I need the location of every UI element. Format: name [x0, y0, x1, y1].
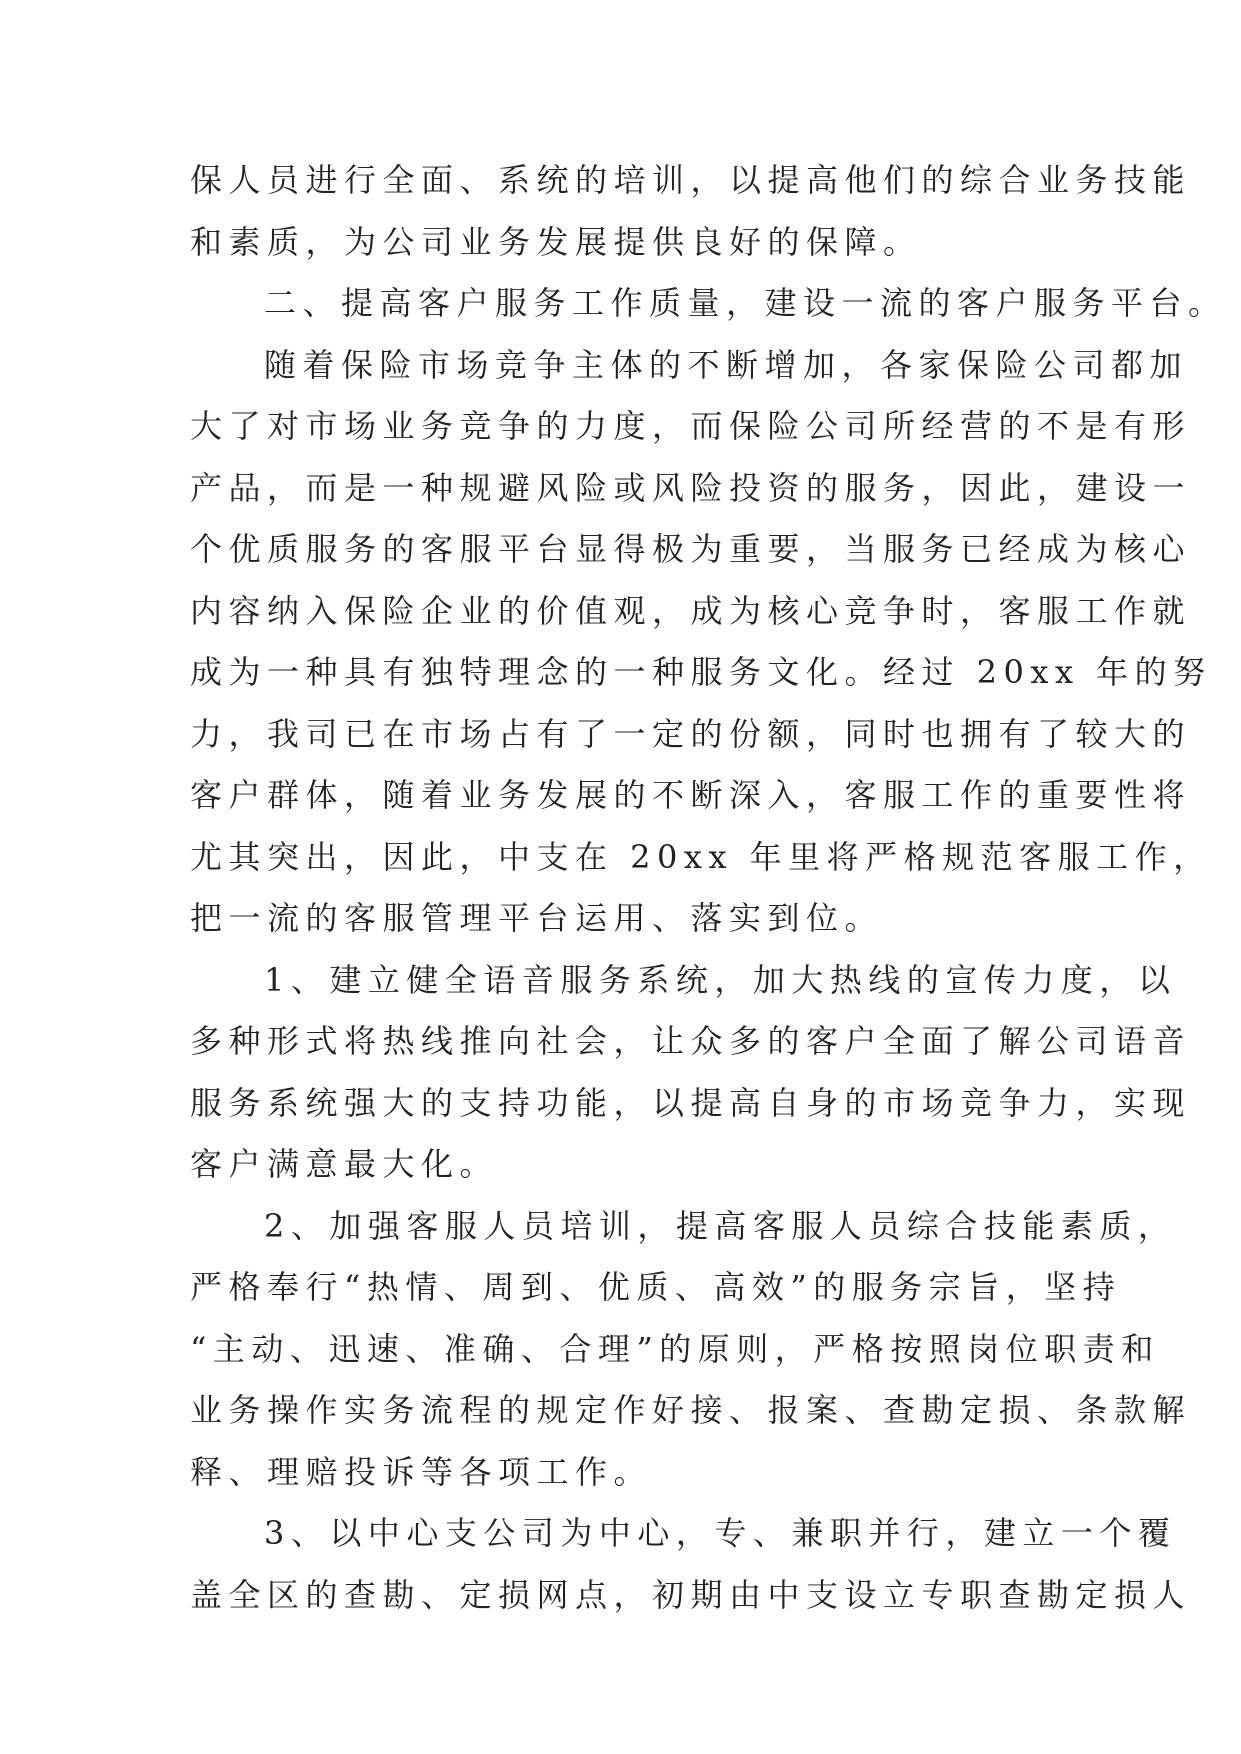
body-text: [190, 150, 1227, 1626]
text-line: 成为一种具有独特理念的一种服务文化。经过 20xx 年的努: [190, 653, 1212, 691]
text-line: 个优质服务的客服平台显得极为重要，当服务已经成为核心: [190, 530, 1192, 568]
list-item-2: 2、加强客服人员培训，提高客服人员综合技能素质，: [264, 1206, 1177, 1245]
text-line: 把一流的客服管理平台运用、落实到位。: [190, 899, 884, 937]
text-line: 保人员进行全面、系统的培训，以提高他们的综合业务技能: [190, 161, 1192, 199]
text-line: 力，我司已在市场占有了一定的份额，同时也拥有了较大的: [190, 714, 1192, 753]
list-item-3: 3、以中心支公司为中心，专、兼职并行，建立一个覆: [264, 1514, 1177, 1552]
list-item-1: 1、建立健全语音服务系统，加大热线的宣传力度，以: [264, 960, 1177, 999]
text-line: 客户群体，随着业务发展的不断深入，客服工作的重要性将: [190, 776, 1192, 814]
section-heading: 二、提高客户服务工作质量，建设一流的客户服务平台。: [264, 284, 1227, 322]
text-line: 释、理赔投诉等各项工作。: [190, 1452, 653, 1491]
text-line: 内容纳入保险企业的价值观，成为核心竞争时，客服工作就: [190, 591, 1192, 630]
text-line: 尤其突出，因此，中支在 20xx 年里将严格规范客服工作，: [190, 837, 1212, 876]
text-line: 客户满意最大化。: [190, 1145, 499, 1183]
text-line: 随着保险市场竞争主体的不断增加，各家保险公司都加: [264, 345, 1189, 384]
text-line: 和素质，为公司业务发展提供良好的保障。: [190, 222, 922, 261]
text-line: 盖全区的查勘、定损网点，初期由中支设立专职查勘定损人: [190, 1575, 1192, 1614]
text-line: 大了对市场业务竞争的力度，而保险公司所经营的不是有形: [190, 407, 1192, 445]
text-line: 业务操作实务流程的规定作好接、报案、查勘定损、条款解: [190, 1391, 1192, 1429]
text-line: 严格奉行“热情、周到、优质、高效”的服务宗旨，坚持: [190, 1268, 1122, 1306]
text-line: 产品，而是一种规避风险或风险投资的服务，因此，建设一: [190, 468, 1192, 507]
text-line: 服务系统强大的支持功能，以提高自身的市场竞争力，实现: [190, 1083, 1192, 1122]
text-line: “主动、迅速、准确、合理”的原则，严格按照岗位职责和: [190, 1329, 1160, 1368]
text-line: 多种形式将热线推向社会，让众多的客户全面了解公司语音: [190, 1022, 1192, 1060]
